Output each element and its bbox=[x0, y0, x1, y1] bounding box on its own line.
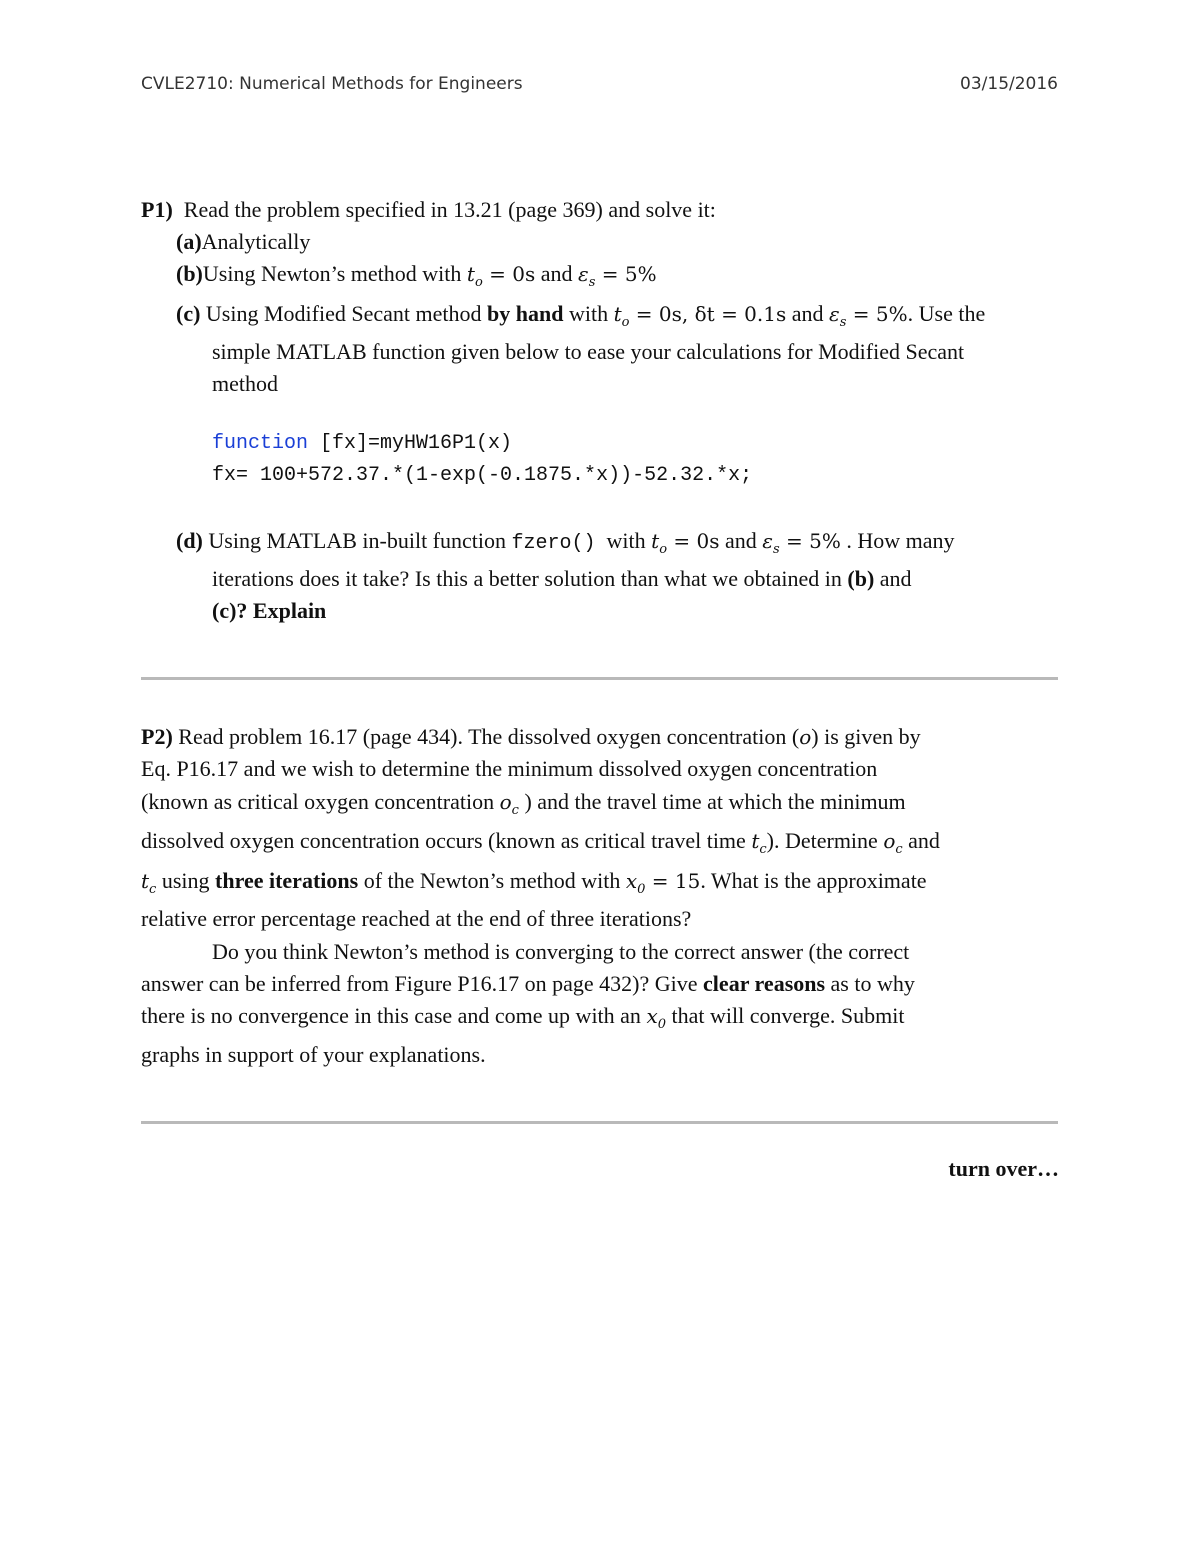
p1-b-eps: ε bbox=[578, 262, 589, 286]
p1-a-label: (a) bbox=[176, 229, 202, 254]
p2-l8b: as to why bbox=[830, 971, 915, 996]
p2-line-6: relative error percentage reached at the end of three iterations? bbox=[141, 906, 692, 931]
p1-d-label: (d) bbox=[176, 528, 203, 553]
p2-line-9 bbox=[141, 1003, 905, 1038]
p1-d-and: and bbox=[724, 528, 757, 553]
section-divider-2 bbox=[141, 1121, 1058, 1124]
p2-l8-bold: clear reasons bbox=[703, 971, 826, 996]
p1-intro: Read the problem specified in 13.21 (page 369) and solve it: bbox=[183, 197, 716, 222]
p2-line-4 bbox=[141, 828, 940, 863]
p1-c-text1: Using Modified Secant method bbox=[205, 301, 482, 326]
p1-b-eps-value: = 5% bbox=[595, 262, 657, 286]
code-line-2: fx= 100+572.37.*(1-exp(-0.1875.*x))-52.32.*x; bbox=[212, 464, 753, 487]
p2-l4c: and bbox=[908, 828, 940, 853]
code-line-1 bbox=[212, 431, 512, 457]
p1-c-eps-sub: s bbox=[839, 315, 847, 330]
p2-l9-x: x bbox=[646, 1004, 658, 1028]
p1-b-t: t bbox=[466, 262, 475, 286]
p1-c-bold: by hand bbox=[487, 301, 564, 326]
p1-c-eps-value: = 5% bbox=[846, 302, 908, 326]
p1-c-and: and bbox=[791, 301, 824, 326]
p2-label: P2) bbox=[141, 724, 173, 749]
p1-b-label: (b) bbox=[176, 261, 203, 286]
p1-part-a bbox=[176, 229, 310, 255]
p2-line-10: graphs in support of your explanations. bbox=[141, 1042, 486, 1067]
p1-b-t-value: = 0s bbox=[482, 262, 536, 286]
p2-line-3 bbox=[141, 789, 906, 824]
p1-d-eps: ε bbox=[762, 529, 773, 553]
p2-l5-bold: three iterations bbox=[215, 868, 359, 893]
p1-b-t-sub: o bbox=[474, 275, 483, 290]
p2-l4-o: o bbox=[883, 829, 896, 853]
p1-part-b bbox=[176, 261, 657, 296]
p1-c-line2: simple MATLAB function given below to ease your calculations for Modified Secant bbox=[212, 339, 965, 364]
p1-c-label: (c) bbox=[176, 301, 201, 326]
p1-c-text2: with bbox=[568, 301, 609, 326]
section-divider-1 bbox=[141, 677, 1058, 680]
p2-l5-sub2: 0 bbox=[637, 882, 646, 897]
p1-d-line2c: and bbox=[879, 566, 912, 591]
p1-d-text3: . How many bbox=[846, 528, 955, 553]
p1-d-t: t bbox=[651, 529, 660, 553]
p1-c-t-value: = 0s, δt = 0.1s bbox=[629, 302, 787, 326]
p1-c-text3: . Use the bbox=[907, 301, 986, 326]
p1-d-t-sub: o bbox=[659, 542, 668, 557]
course-title: CVLE2710: Numerical Methods for Engineers bbox=[141, 74, 523, 94]
p1-b-and: and bbox=[540, 261, 573, 286]
p1-d-line2a: iterations does it take? Is this a better solution than what we obtained in bbox=[212, 566, 842, 591]
p1-d-line2 bbox=[212, 566, 912, 592]
p2-l5-t: t bbox=[141, 869, 150, 893]
p1-b-eps-sub: s bbox=[588, 275, 596, 290]
p2-line-1 bbox=[141, 724, 921, 750]
p1-d-eps-sub: s bbox=[772, 542, 780, 557]
p1-c-eps: ε bbox=[829, 302, 840, 326]
p1-intro-line bbox=[141, 197, 716, 223]
p2-l8a: answer can be inferred from Figure P16.17 on page 432)? Give bbox=[141, 971, 698, 996]
p2-l5b: of the Newton’s method with bbox=[363, 868, 621, 893]
p2-l4-t: t bbox=[751, 829, 760, 853]
p1-b-text: Using Newton’s method with bbox=[202, 261, 462, 286]
p1-d-line3a: (c) bbox=[212, 598, 237, 623]
p1-d-text2: with bbox=[606, 528, 646, 553]
p2-line-2: Eq. P16.17 and we wish to determine the minimum dissolved oxygen concentration bbox=[141, 756, 878, 781]
p2-line-7: Do you think Newton’s method is converging to the correct answer (the correct bbox=[212, 939, 910, 964]
p1-c-line3: method bbox=[212, 371, 278, 396]
p2-l9-sub: 0 bbox=[657, 1017, 666, 1032]
p1-part-d-line1 bbox=[176, 528, 955, 563]
p1-d-t-value: = 0s bbox=[667, 529, 720, 553]
p1-d-line2b: (b) bbox=[847, 566, 875, 591]
p1-part-c-line1 bbox=[176, 301, 985, 336]
p1-d-line3 bbox=[212, 598, 326, 624]
p1-c-t: t bbox=[613, 302, 622, 326]
p2-l5-sub: c bbox=[149, 882, 157, 897]
code-keyword: function bbox=[212, 432, 309, 455]
p1-c-t-sub: o bbox=[621, 315, 630, 330]
p2-l3b: ) and the travel time at which the minimum bbox=[524, 789, 906, 814]
p2-l5-x-value: = 15 bbox=[645, 869, 701, 893]
p2-l3-o: o bbox=[499, 790, 512, 814]
p2-line-8 bbox=[141, 971, 915, 997]
p2-l4a: dissolved oxygen concentration occurs (known as critical travel time bbox=[141, 828, 746, 853]
p2-l9b: that will converge. Submit bbox=[671, 1003, 905, 1028]
p1-d-text1: Using MATLAB in-built function bbox=[208, 528, 506, 553]
p2-l3-sub: c bbox=[511, 803, 519, 818]
p1-d-line3b: ? Explain bbox=[236, 598, 327, 623]
p2-l3a: (known as critical oxygen concentration bbox=[141, 789, 495, 814]
turn-over-note: turn over… bbox=[948, 1156, 1059, 1181]
p1-label: P1) bbox=[141, 197, 173, 222]
p2-l4b: ). Determine bbox=[766, 828, 878, 853]
p2-l5-x: x bbox=[625, 869, 638, 893]
p2-l1b: ) is given by bbox=[811, 724, 921, 749]
p2-l1-o: o bbox=[799, 725, 812, 749]
p2-l4-sub: c bbox=[759, 842, 767, 857]
code-signature: [fx]=myHW16P1(x) bbox=[308, 432, 513, 455]
document-date: 03/15/2016 bbox=[960, 74, 1058, 94]
p1-d-eps-value: = 5% bbox=[779, 529, 841, 553]
p2-l4-sub2: c bbox=[895, 842, 903, 857]
p2-l9a: there is no convergence in this case and come up with an bbox=[141, 1003, 641, 1028]
p2-line-5 bbox=[141, 868, 927, 903]
p1-d-func: fzero() bbox=[511, 532, 596, 555]
p2-l5a: using bbox=[161, 868, 210, 893]
p2-l1a: Read problem 16.17 (page 434). The dissolved oxygen concentration ( bbox=[178, 724, 800, 749]
p2-l5c: . What is the approximate bbox=[700, 868, 927, 893]
p1-a-text: Analytically bbox=[201, 229, 311, 254]
